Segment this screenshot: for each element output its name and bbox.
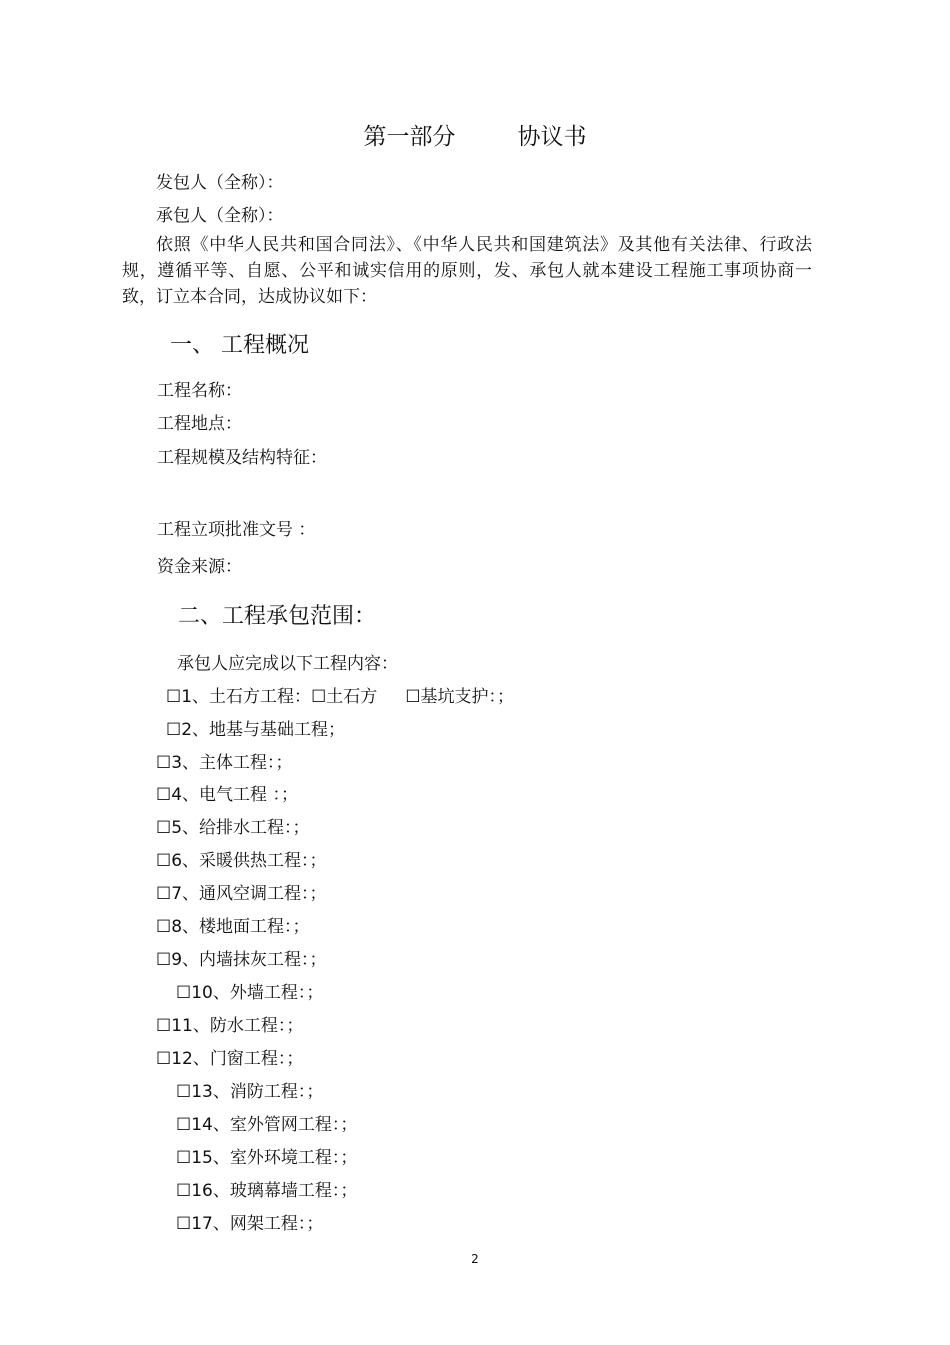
list-item: ☐9、内墙抹灰工程：； [156, 950, 327, 970]
list-item: ☐10、外墙工程：； [176, 983, 324, 1003]
list-item: ☐6、采暖供热工程：； [156, 851, 327, 871]
list-item: ☐15、室外环境工程：； [176, 1148, 358, 1168]
title-name: 协议书 [517, 124, 587, 150]
page-title [0, 118, 950, 151]
intro-paragraph: 依照《中华人民共和国合同法》、《中华人民共和国建筑法》及其他有关法律、行政法规，遵循平等、自愿、公平和诚实信用的原则，发、承包人就本建设工程施工事项协商一致，订立本合同，达成协议如下： [122, 235, 812, 307]
field-funding-source: 资金来源： [157, 557, 242, 577]
field-project-location: 工程地点： [157, 414, 242, 434]
employer-line: 发包人（全称）： [156, 173, 284, 193]
list-item: ☐5、给排水工程：； [156, 818, 310, 838]
field-project-scale: 工程规模及结构特征： [157, 448, 327, 468]
list-item: ☐17、网架工程：； [176, 1214, 324, 1234]
list-item: ☐3、主体工程：； [156, 753, 293, 773]
contractor-line: 承包人（全称）： [156, 206, 284, 226]
section2-lead: 承包人应完成以下工程内容： [177, 654, 398, 674]
list-item: ☐7、通风空调工程：； [156, 884, 327, 904]
item1-sub-earthwork: ☐土石方 [311, 687, 378, 707]
list-item: ☐4、电气工程 ：； [156, 785, 298, 805]
list-item: ☐11、防水工程：； [156, 1016, 304, 1036]
page-number: 2 [471, 1252, 479, 1266]
list-item: ☐12、门窗工程：； [156, 1049, 304, 1069]
item1-label: ☐1、土石方工程： [166, 687, 312, 707]
title-part: 第一部分 [363, 124, 456, 150]
list-item: ☐14、室外管网工程：； [176, 1115, 358, 1135]
section2-heading: 二、工程承包范围： [178, 604, 377, 629]
field-project-name: 工程名称： [157, 381, 242, 401]
section1-heading: 一、 工程概况 [170, 333, 309, 358]
item1-sub-pit-support: ☐基坑支护：； [405, 687, 515, 707]
list-item: ☐8、楼地面工程：； [156, 917, 310, 937]
list-item: ☐2、地基与基础工程； [166, 720, 346, 740]
list-item: ☐16、玻璃幕墙工程：； [176, 1181, 358, 1201]
field-approval-number: 工程立项批准文号 ： [157, 520, 316, 540]
list-item: ☐13、消防工程：； [176, 1082, 324, 1102]
list-item-earthwork [166, 682, 514, 707]
